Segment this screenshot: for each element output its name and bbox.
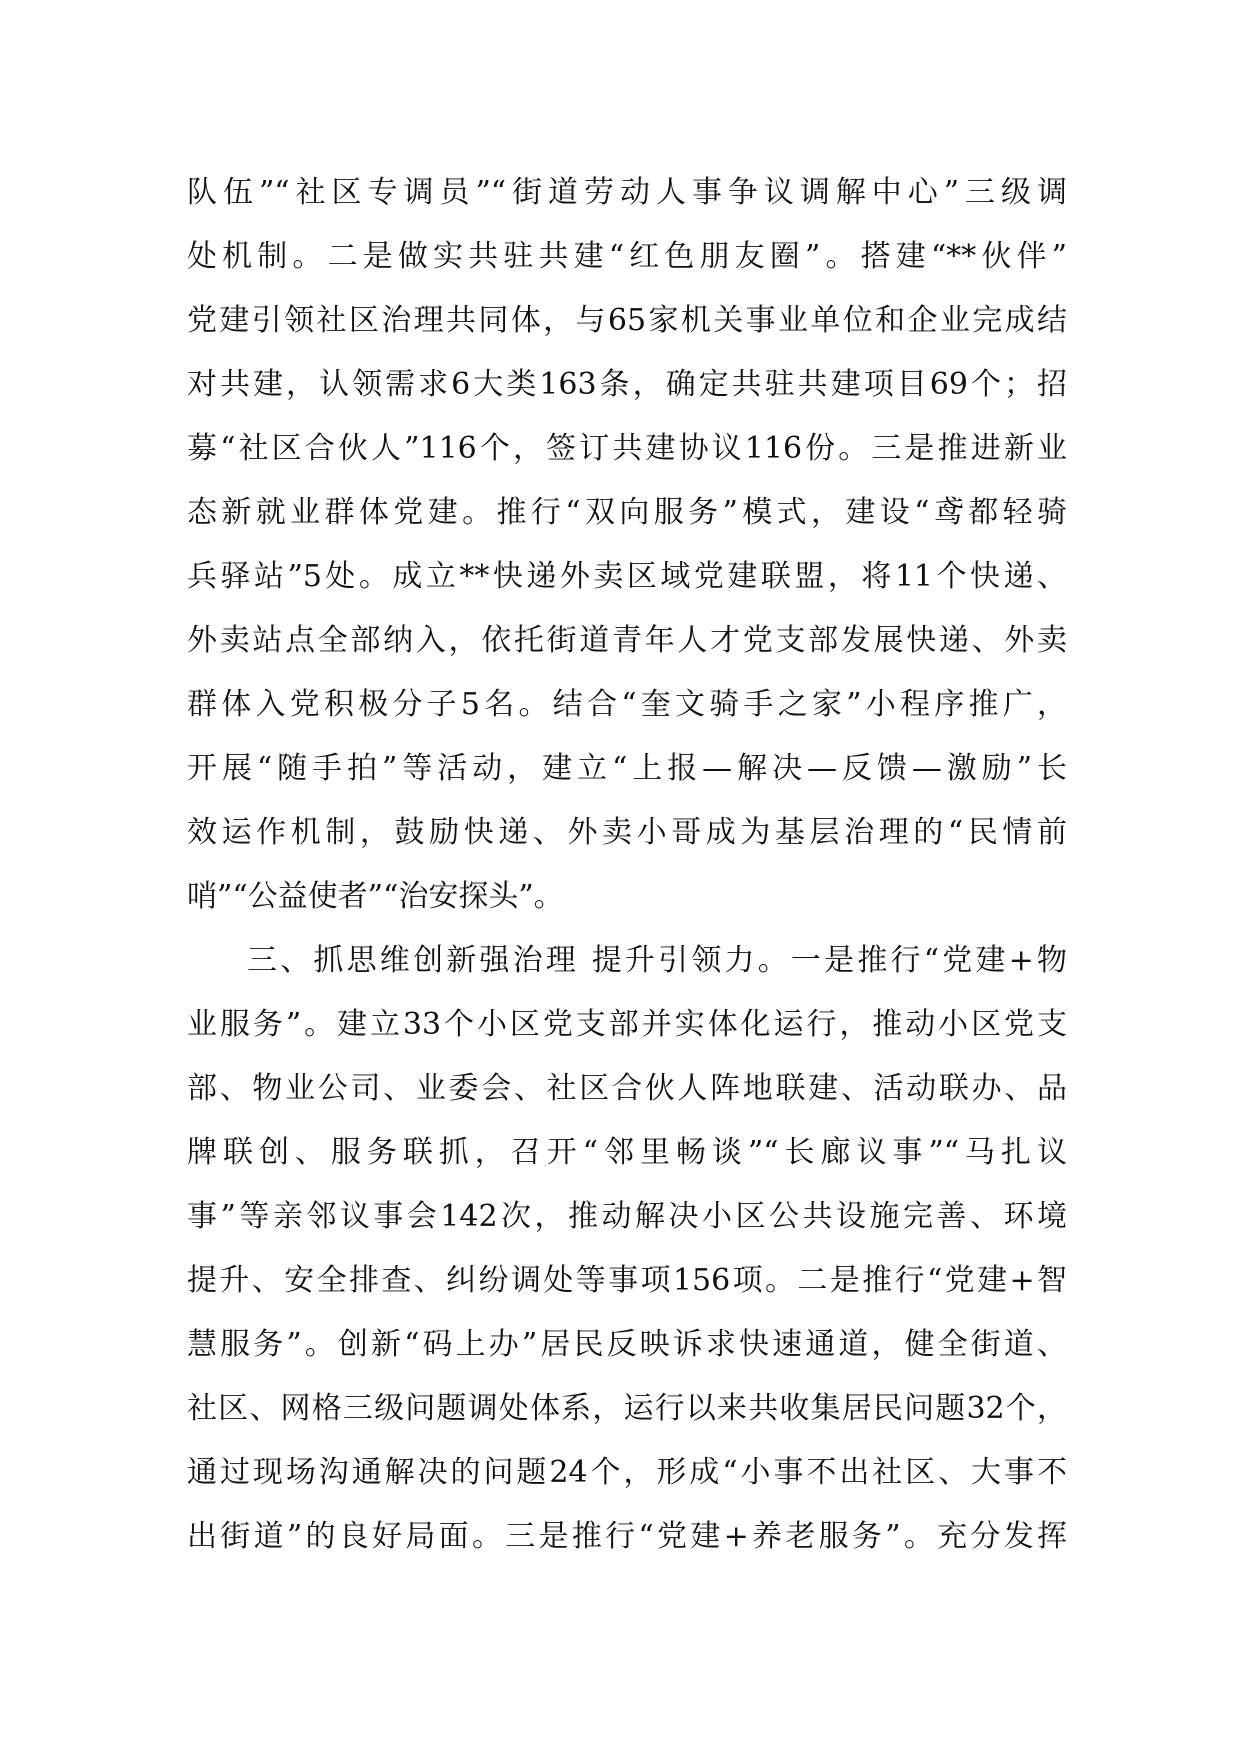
text-line: 牌联创、服务联抓，召开“邻里畅谈”“长廊议事”“马扎议 [187, 1135, 1067, 1170]
text-line: 社区、网格三级问题调处体系，运行以来共收集居民问题32个， [187, 1391, 1067, 1426]
text-line: 态新就业群体党建。推行“双向服务”模式，建设“鸢都轻骑 [187, 495, 1067, 530]
text-line: 效运作机制，鼓励快递、外卖小哥成为基层治理的“民情前 [187, 815, 1067, 850]
document-body [187, 161, 1067, 1569]
text-line: 哨”“公益使者”“治安探头”。 [187, 879, 564, 914]
text-line: 群体入党积极分子5名。结合“奎文骑手之家”小程序推广， [187, 687, 1067, 722]
text-line: 开展“随手拍”等活动，建立“上报—解决—反馈—激励”长 [187, 751, 1067, 786]
text-line: 兵驿站”5处。成立**快递外卖区域党建联盟，将11个快递、 [187, 559, 1067, 594]
text-line: 三、抓思维创新强治理 提升引领力。一是推行“党建+物 [247, 943, 1067, 978]
text-line: 部、物业公司、业委会、社区合伙人阵地联建、活动联办、品 [187, 1071, 1067, 1106]
text-line: 业服务”。建立33个小区党支部并实体化运行，推动小区党支 [187, 1007, 1067, 1042]
text-line: 提升、安全排查、纠纷调处等事项156项。二是推行“党建+智 [187, 1263, 1067, 1298]
text-line: 队伍”“社区专调员”“街道劳动人事争议调解中心”三级调 [187, 175, 1067, 210]
text-line: 党建引领社区治理共同体，与65家机关事业单位和企业完成结 [187, 303, 1067, 338]
text-line: 外卖站点全部纳入，依托街道青年人才党支部发展快递、外卖 [187, 623, 1067, 658]
text-line: 事”等亲邻议事会142次，推动解决小区公共设施完善、环境 [187, 1199, 1067, 1234]
text-line: 出街道”的良好局面。三是推行“党建+养老服务”。充分发挥 [187, 1519, 1067, 1554]
text-line: 通过现场沟通解决的问题24个，形成“小事不出社区、大事不 [187, 1455, 1067, 1490]
text-line: 慧服务”。创新“码上办”居民反映诉求快速通道，健全街道、 [187, 1327, 1067, 1362]
text-line: 对共建，认领需求6大类163条，确定共驻共建项目69个；招 [187, 367, 1067, 402]
text-line: 募“社区合伙人”116个，签订共建协议116份。三是推进新业 [187, 431, 1067, 466]
text-line: 处机制。二是做实共驻共建“红色朋友圈”。搭建“**伙伴” [187, 239, 1067, 274]
